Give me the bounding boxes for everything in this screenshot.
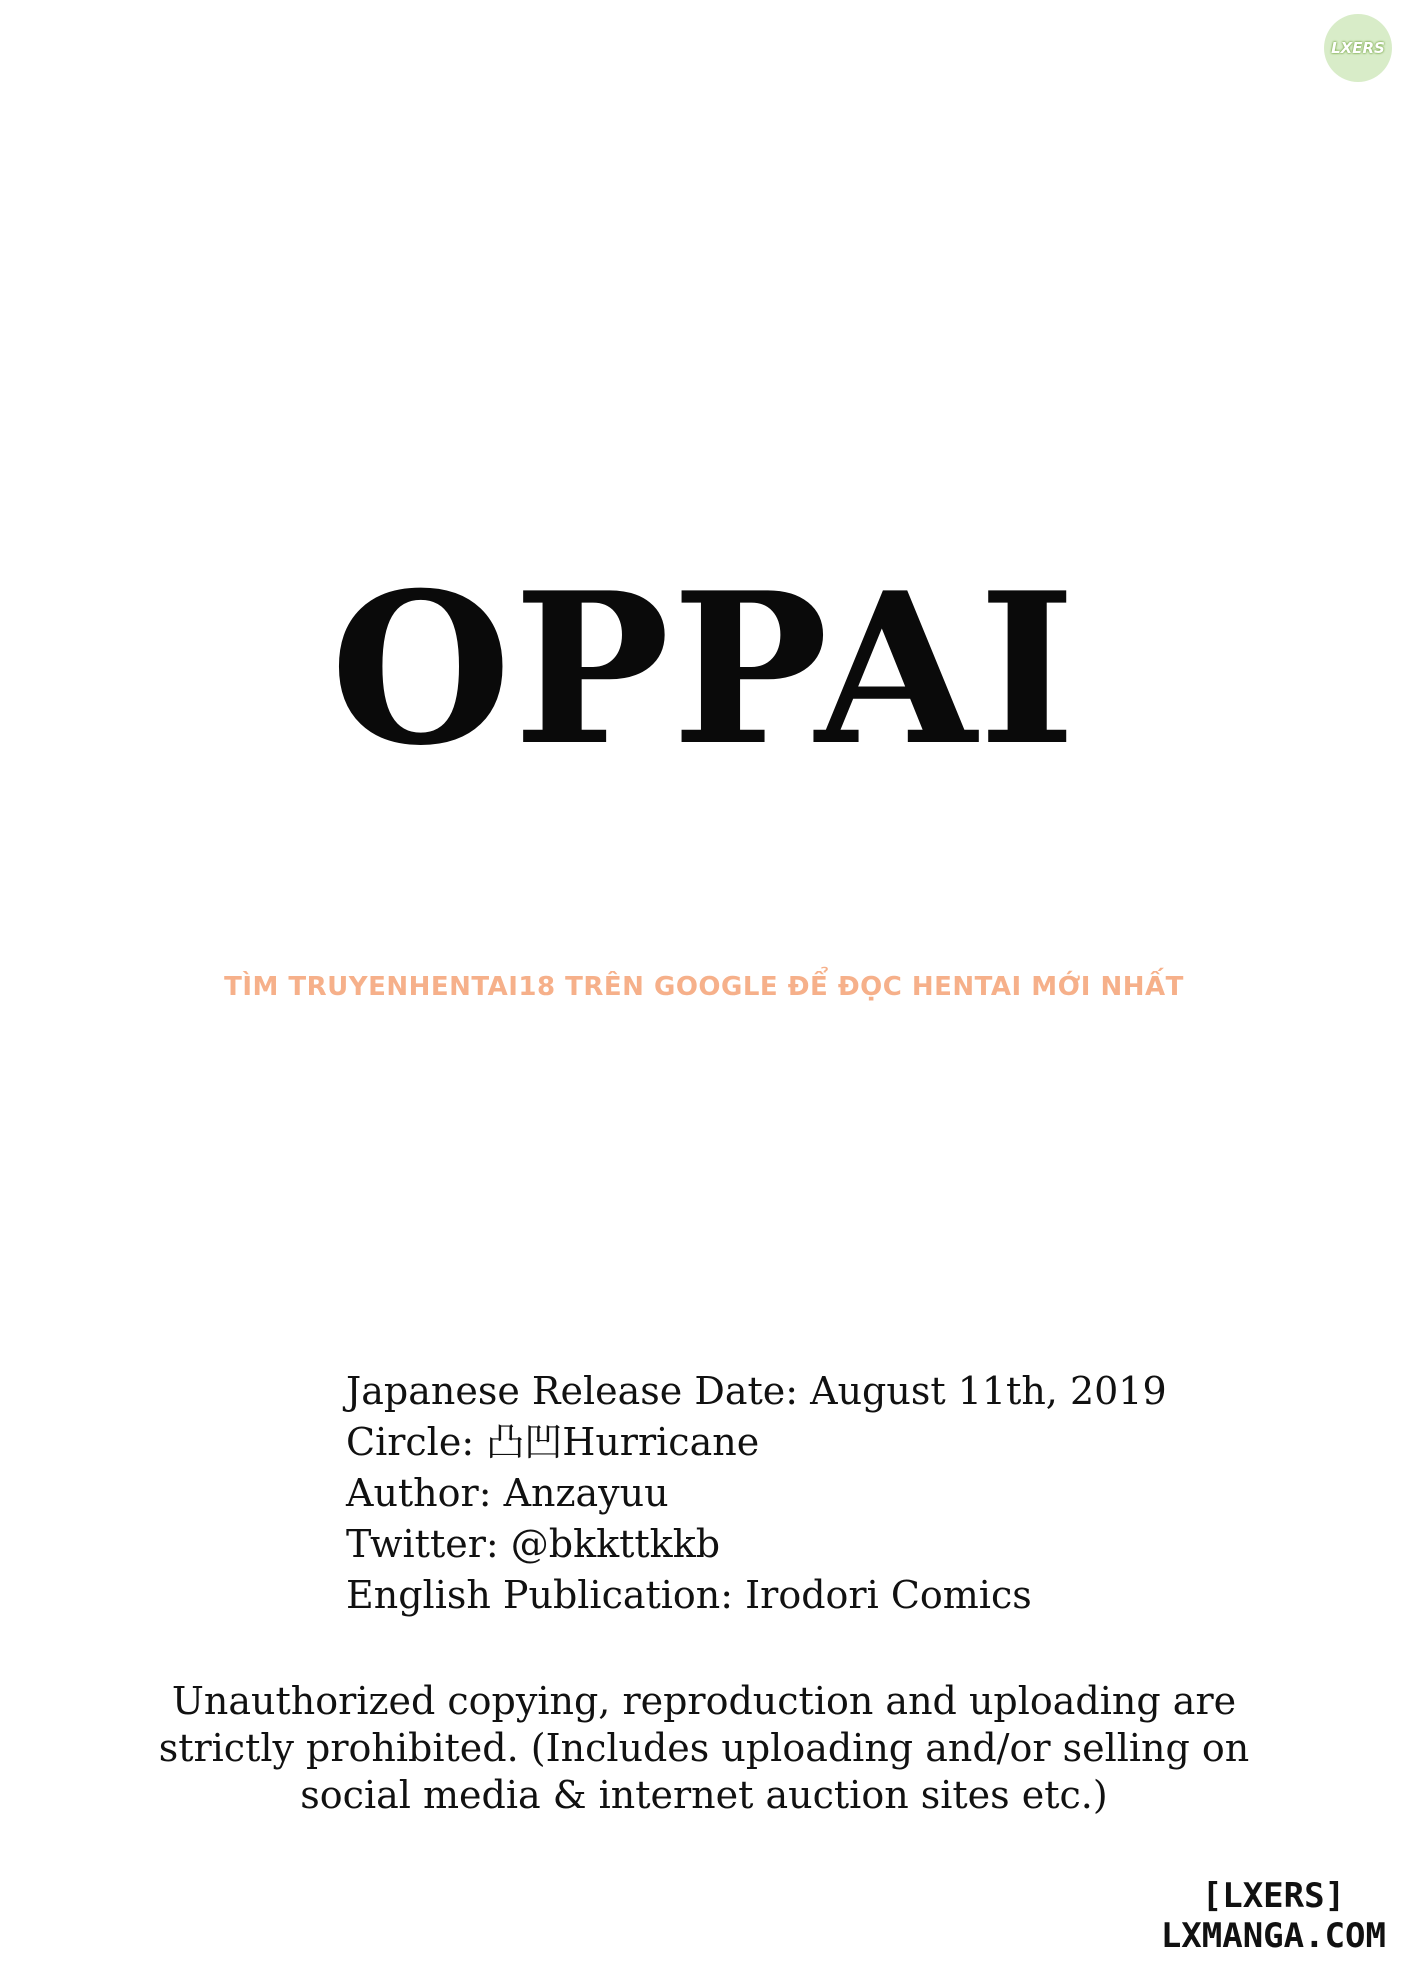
promo-banner: TÌM TRUYENHENTAI18 TRÊN GOOGLE ĐỂ ĐỌC HENTAI MỚI NHẤT [224, 972, 1184, 1002]
release-info-block [346, 1366, 1167, 1621]
scanlation-credit [1161, 1876, 1386, 1956]
circle-line: Circle: 凸凹Hurricane [346, 1420, 760, 1464]
notice-line-3: social media & internet auction sites etc.) [300, 1773, 1108, 1817]
author-line: Author: Anzayuu [346, 1471, 669, 1515]
publication-line: English Publication: Irodori Comics [346, 1573, 1032, 1617]
page-title: OPPAI [330, 548, 1078, 792]
credit-site: LXMANGA.COM [1160, 1916, 1386, 1956]
notice-line-1: Unauthorized copying, reproduction and uploading are [171, 1679, 1237, 1723]
notice-line-2: strictly prohibited. (Includes uploading and/or selling on [158, 1726, 1250, 1770]
credit-tag: [LXERS] [1201, 1876, 1346, 1916]
release-date-line: Japanese Release Date: August 11th, 2019 [346, 1369, 1167, 1413]
lxers-logo-text: LXERS [1331, 39, 1385, 57]
twitter-line: Twitter: @bkkttkkb [346, 1522, 721, 1566]
lxers-logo-badge [1324, 14, 1392, 82]
copyright-notice [0, 1678, 1408, 1819]
